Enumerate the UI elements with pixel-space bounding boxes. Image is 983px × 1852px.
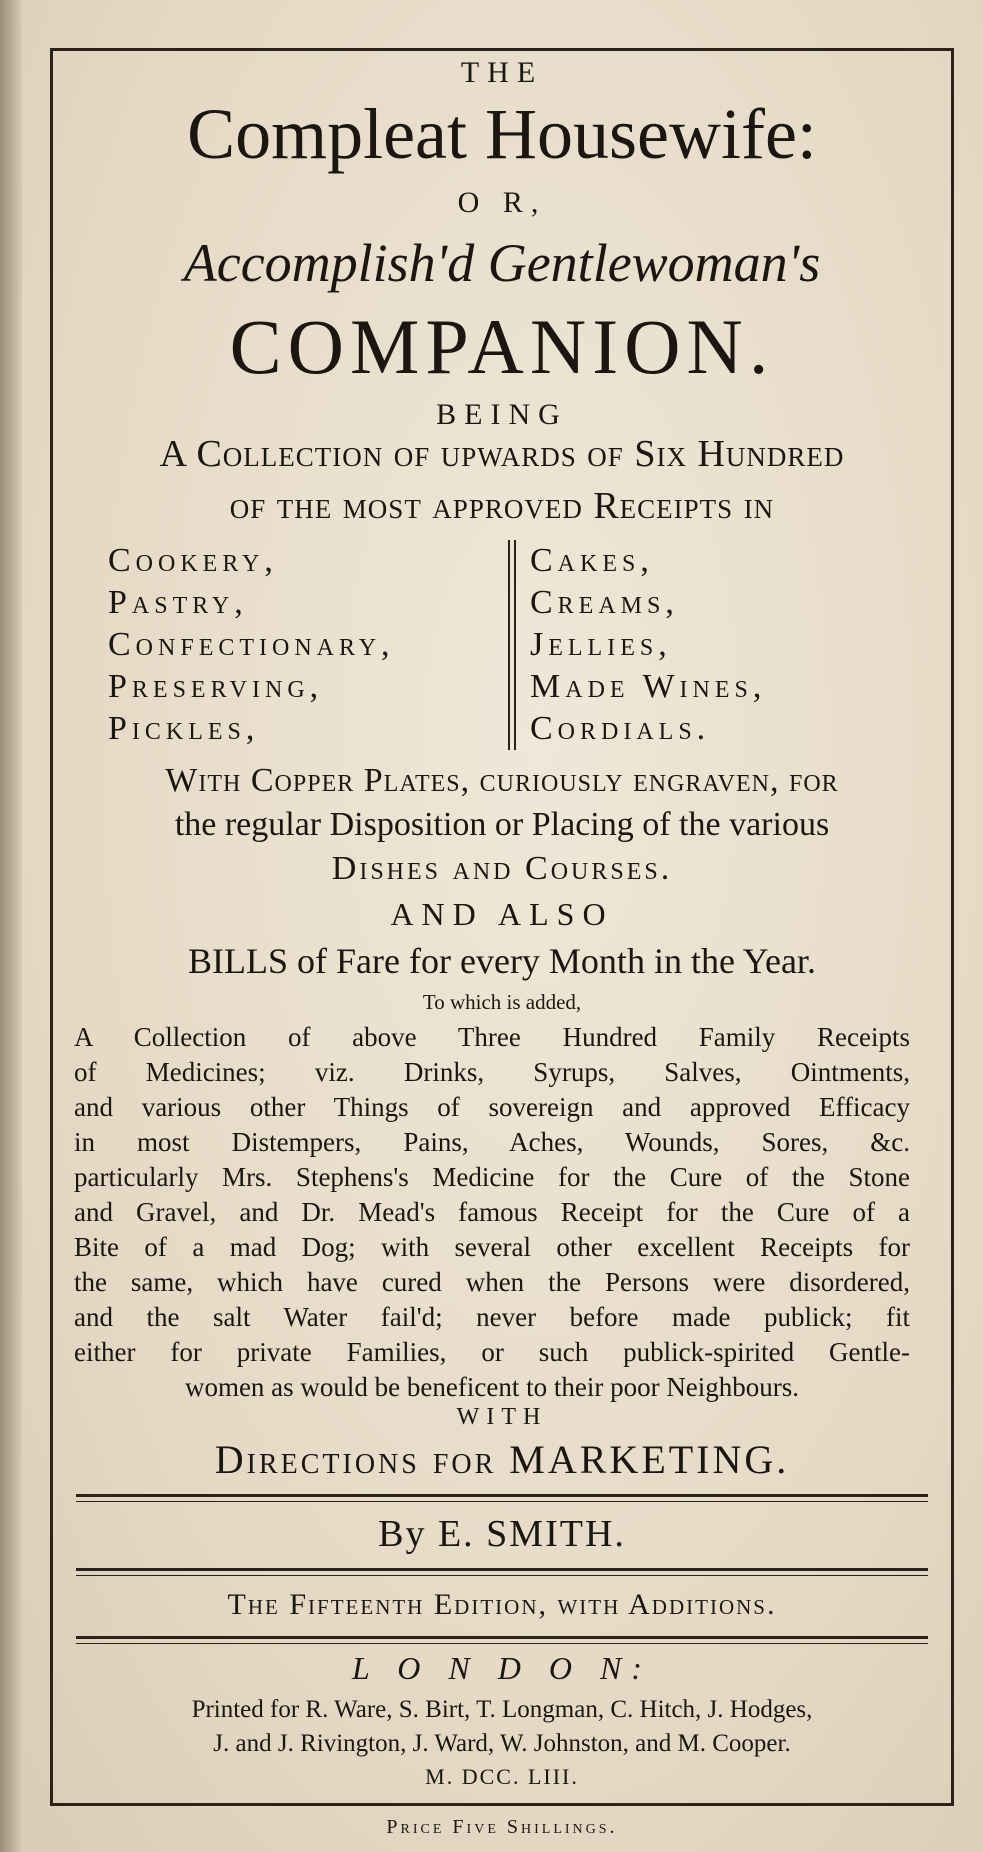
medicine-line: the same, which have cured when the Persons were disordered, — [74, 1267, 910, 1297]
to-which-is-added: To which is added, — [422, 990, 582, 1014]
rule-above-imprint — [76, 1636, 928, 1644]
list-item: Pickles, — [108, 710, 260, 747]
title-subtitle: Accomplish'd Gentlewoman's — [183, 233, 821, 293]
double-vertical-rule — [508, 540, 516, 750]
medicine-line: A Collection of above Three Hundred Family Receipts — [74, 1022, 910, 1052]
and-also-label: AND ALSO — [390, 896, 614, 932]
list-item: Cookery, — [108, 542, 278, 579]
price-line: Price Five Shillings. — [386, 1816, 618, 1838]
bills-of-fare-line: BILLS of Fare for every Month in the Year. — [188, 941, 816, 981]
list-item: Jellies, — [530, 626, 672, 663]
list-item: Pastry, — [108, 584, 248, 621]
medicine-line: in most Distempers, Pains, Aches, Wounds, Sores, &c. — [74, 1127, 910, 1157]
category-list-left — [108, 540, 395, 750]
list-item: Made Wines, — [530, 668, 767, 705]
medicine-line: particularly Mrs. Stephens's Medicine for the Cure of the Stone — [74, 1162, 910, 1192]
receipt-categories — [108, 540, 898, 750]
medicine-paragraph — [74, 1020, 910, 1405]
list-item: Cakes, — [530, 542, 654, 579]
medicine-line: and the salt Water fail'd; never before made publick; fit — [74, 1302, 910, 1332]
title-main: Compleat Housewife: — [187, 94, 817, 174]
medicine-line: and Gravel, and Dr. Mead's famous Receipt for the Cure of a — [74, 1197, 910, 1227]
title-companion: COMPANION. — [229, 303, 775, 390]
london-label: L O N D O N: — [352, 1650, 652, 1686]
rule-above-author — [76, 1494, 928, 1502]
collection-line-2: of the most approved Receipts in — [229, 485, 775, 527]
medicine-line: women as would be beneficent to their poor Neighbours. — [184, 1372, 800, 1402]
medicine-line: either for private Families, or such publick-spirited Gentle- — [74, 1337, 910, 1367]
plates-line-1: With Copper Plates, curiously engraven, for — [165, 762, 839, 799]
with-label: WITH — [456, 1404, 548, 1430]
book-spine-shadow — [0, 0, 22, 1852]
printers-line-2: J. and J. Rivington, J. Ward, W. Johnston, and M. Cooper. — [213, 1730, 791, 1757]
title-or: O R, — [457, 186, 547, 219]
plates-line-2: the regular Disposition or Placing of the various — [174, 806, 830, 843]
plates-line-3: Dishes and Courses. — [331, 850, 673, 887]
collection-line-1: A Collection of upwards of Six Hundred — [159, 433, 845, 475]
edition-line: The Fifteenth Edition, with Additions. — [227, 1588, 777, 1621]
title-the: THE — [460, 56, 544, 89]
medicine-line: of Medicines; viz. Drinks, Syrups, Salves, Ointments, — [74, 1057, 910, 1087]
medicine-line: Bite of a mad Dog; with several other excellent Receipts for — [74, 1232, 910, 1262]
being-label: BEING — [436, 398, 568, 431]
list-item: Creams, — [530, 584, 679, 621]
category-list-right — [530, 540, 766, 750]
rule-above-edition — [76, 1568, 928, 1576]
list-item: Cordials. — [530, 710, 711, 747]
author-line: By E. SMITH. — [378, 1513, 626, 1555]
year-line: M. DCC. LIII. — [425, 1764, 579, 1789]
list-item: Confectionary, — [108, 626, 395, 663]
list-item: Preserving, — [108, 668, 324, 705]
printers-line-1: Printed for R. Ware, S. Birt, T. Longman, C. Hitch, J. Hodges, — [191, 1696, 813, 1723]
directions-line: Directions for MARKETING. — [214, 1437, 790, 1482]
medicine-line: and various other Things of sovereign and approved Efficacy — [74, 1092, 910, 1122]
